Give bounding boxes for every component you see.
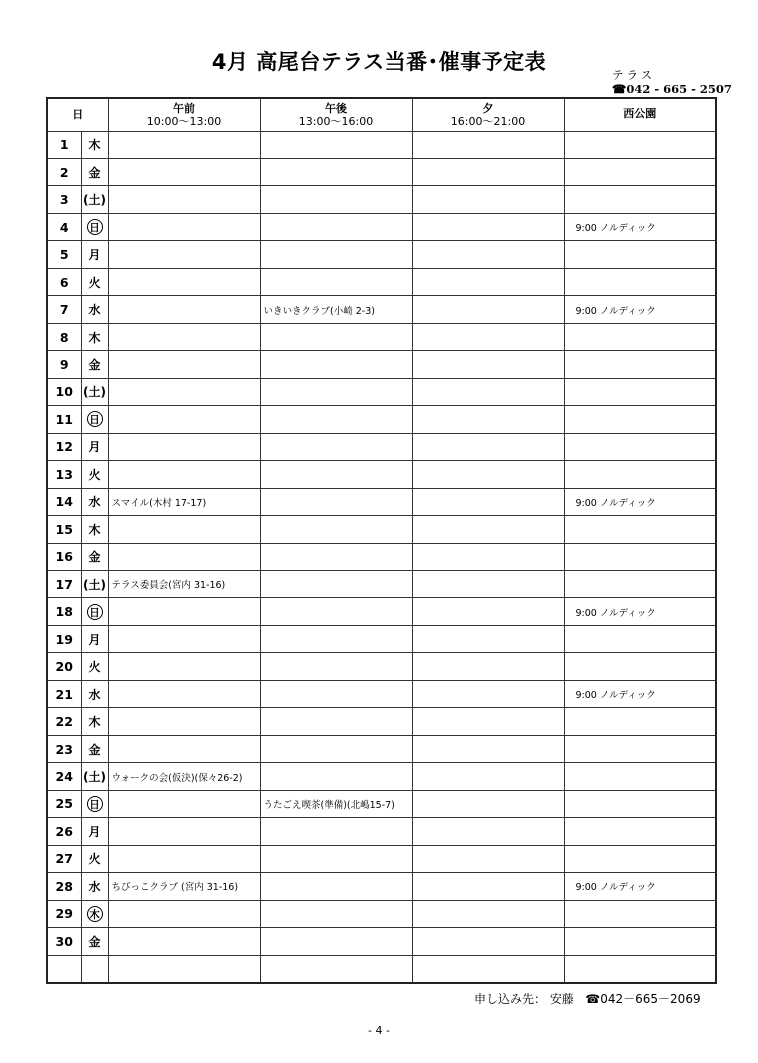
west-park-event <box>564 268 716 295</box>
west-park-event: 9:00 ノルディック <box>564 213 716 240</box>
table-row <box>47 680 716 707</box>
contact-phone-line <box>612 82 732 96</box>
day-number: 5 <box>47 241 81 268</box>
footer-contact <box>474 990 701 1007</box>
west-park-event: 9:00 ノルディック <box>564 873 716 900</box>
am-event: テラス委員会(宮内 31-16) <box>108 571 260 598</box>
table-row <box>47 241 716 268</box>
am-event <box>108 955 260 983</box>
pm-event <box>260 213 412 240</box>
table-row <box>47 213 716 240</box>
am-event <box>108 296 260 323</box>
day-number: 7 <box>47 296 81 323</box>
day-of-week: 月 <box>81 241 108 268</box>
evening-event <box>412 680 564 707</box>
am-event <box>108 131 260 158</box>
table-row <box>47 735 716 762</box>
day-number: 2 <box>47 158 81 185</box>
pm-event <box>260 735 412 762</box>
west-park-event <box>564 955 716 983</box>
day-number: 9 <box>47 351 81 378</box>
table-row <box>47 928 716 955</box>
pm-event <box>260 873 412 900</box>
am-event <box>108 323 260 350</box>
day-number: 13 <box>47 461 81 488</box>
contact-name: テラス <box>612 68 656 82</box>
west-park-event <box>564 625 716 652</box>
am-event <box>108 378 260 405</box>
pm-event <box>260 406 412 433</box>
am-event <box>108 708 260 735</box>
day-of-week <box>81 406 108 433</box>
am-event <box>108 213 260 240</box>
evening-event <box>412 900 564 927</box>
header-pm-time: 13:00～16:00 <box>298 114 374 128</box>
am-event <box>108 928 260 955</box>
table-row <box>47 818 716 845</box>
day-of-week: 金 <box>81 928 108 955</box>
day-number: 10 <box>47 378 81 405</box>
pm-event <box>260 543 412 570</box>
evening-event <box>412 268 564 295</box>
am-event <box>108 406 260 433</box>
am-event <box>108 158 260 185</box>
day-number: 1 <box>47 131 81 158</box>
evening-event <box>412 708 564 735</box>
evening-event <box>412 790 564 817</box>
pm-event <box>260 268 412 295</box>
am-event <box>108 900 260 927</box>
table-row <box>47 158 716 185</box>
day-number: 8 <box>47 323 81 350</box>
day-number: 12 <box>47 433 81 460</box>
pm-event: いきいきクラブ(小崎 2-3) <box>260 296 412 323</box>
day-number: 28 <box>47 873 81 900</box>
evening-event <box>412 598 564 625</box>
west-park-event <box>564 763 716 790</box>
table-row <box>47 955 716 983</box>
west-park-event <box>564 818 716 845</box>
header-west: 西公園 <box>564 98 716 131</box>
day-number <box>47 955 81 983</box>
table-row <box>47 488 716 515</box>
evening-event <box>412 516 564 543</box>
west-park-event: 9:00 ノルディック <box>564 488 716 515</box>
header-am-label: 午前 <box>173 101 195 115</box>
am-event <box>108 351 260 378</box>
day-number: 11 <box>47 406 81 433</box>
day-number: 30 <box>47 928 81 955</box>
evening-event <box>412 653 564 680</box>
day-of-week: 木 <box>81 516 108 543</box>
west-park-event <box>564 433 716 460</box>
evening-event <box>412 433 564 460</box>
day-of-week <box>81 213 108 240</box>
pm-event <box>260 653 412 680</box>
table-row <box>47 461 716 488</box>
circled-day-mark: 木 <box>87 906 103 922</box>
day-of-week: 金 <box>81 543 108 570</box>
day-of-week <box>81 790 108 817</box>
table-row <box>47 708 716 735</box>
pm-event <box>260 433 412 460</box>
west-park-event <box>564 928 716 955</box>
west-park-event <box>564 241 716 268</box>
day-of-week: (土) <box>81 186 108 213</box>
header-am <box>108 98 260 131</box>
day-of-week: 木 <box>81 323 108 350</box>
evening-event <box>412 351 564 378</box>
evening-event <box>412 296 564 323</box>
west-park-event: 9:00 ノルディック <box>564 680 716 707</box>
table-row <box>47 598 716 625</box>
evening-event <box>412 406 564 433</box>
pm-event <box>260 845 412 872</box>
pm-event <box>260 900 412 927</box>
am-event <box>108 516 260 543</box>
west-park-event <box>564 735 716 762</box>
footer-phone: 042－665－2069 <box>600 992 701 1006</box>
day-of-week: 金 <box>81 351 108 378</box>
west-park-event <box>564 571 716 598</box>
day-of-week: 水 <box>81 680 108 707</box>
day-number: 20 <box>47 653 81 680</box>
west-park-event <box>564 131 716 158</box>
day-number: 17 <box>47 571 81 598</box>
day-number: 6 <box>47 268 81 295</box>
west-park-event <box>564 516 716 543</box>
table-row <box>47 625 716 652</box>
evening-event <box>412 213 564 240</box>
table-row <box>47 433 716 460</box>
table-row <box>47 378 716 405</box>
table-row <box>47 516 716 543</box>
day-of-week: 月 <box>81 625 108 652</box>
west-park-event <box>564 323 716 350</box>
day-of-week: 火 <box>81 653 108 680</box>
am-event <box>108 818 260 845</box>
pm-event <box>260 186 412 213</box>
pm-event <box>260 625 412 652</box>
pm-event <box>260 818 412 845</box>
day-of-week <box>81 900 108 927</box>
am-event <box>108 461 260 488</box>
header-eve-label: 夕 <box>482 101 494 115</box>
table-row <box>47 845 716 872</box>
day-of-week: 水 <box>81 488 108 515</box>
day-number: 29 <box>47 900 81 927</box>
table-row <box>47 131 716 158</box>
table-row <box>47 406 716 433</box>
pm-event <box>260 241 412 268</box>
day-number: 27 <box>47 845 81 872</box>
am-event <box>108 433 260 460</box>
evening-event <box>412 873 564 900</box>
header-pm-label: 午後 <box>325 101 347 115</box>
am-event <box>108 543 260 570</box>
header-day: 日 <box>47 98 108 131</box>
table-row <box>47 296 716 323</box>
evening-event <box>412 186 564 213</box>
am-event <box>108 598 260 625</box>
am-event <box>108 845 260 872</box>
day-of-week: 火 <box>81 461 108 488</box>
day-number: 14 <box>47 488 81 515</box>
day-number: 21 <box>47 680 81 707</box>
west-park-event: 9:00 ノルディック <box>564 598 716 625</box>
evening-event <box>412 131 564 158</box>
evening-event <box>412 543 564 570</box>
day-number: 18 <box>47 598 81 625</box>
am-event <box>108 186 260 213</box>
table-row <box>47 571 716 598</box>
header-eve-time: 16:00～21:00 <box>450 114 526 128</box>
evening-event <box>412 158 564 185</box>
pm-event <box>260 708 412 735</box>
west-park-event <box>564 461 716 488</box>
header-am-time: 10:00～13:00 <box>146 114 222 128</box>
west-park-event <box>564 845 716 872</box>
day-of-week: 月 <box>81 818 108 845</box>
terrace-contact <box>612 68 732 96</box>
day-number: 22 <box>47 708 81 735</box>
west-park-event <box>564 790 716 817</box>
am-event: ウォークの会(仮決)(保々26-2) <box>108 763 260 790</box>
day-of-week: 水 <box>81 296 108 323</box>
west-park-event <box>564 158 716 185</box>
evening-event <box>412 625 564 652</box>
pm-event <box>260 158 412 185</box>
footer-label: 申し込み先： 安藤 <box>474 992 574 1006</box>
am-event <box>108 241 260 268</box>
table-row <box>47 351 716 378</box>
day-of-week: 火 <box>81 268 108 295</box>
day-of-week: 水 <box>81 873 108 900</box>
west-park-event <box>564 708 716 735</box>
day-of-week: (土) <box>81 763 108 790</box>
circled-day-mark: 日 <box>87 796 103 812</box>
am-event <box>108 268 260 295</box>
pm-event <box>260 351 412 378</box>
table-row <box>47 653 716 680</box>
day-of-week <box>81 955 108 983</box>
day-number: 25 <box>47 790 81 817</box>
day-number: 16 <box>47 543 81 570</box>
day-number: 19 <box>47 625 81 652</box>
west-park-event: 9:00 ノルディック <box>564 296 716 323</box>
pm-event <box>260 131 412 158</box>
am-event <box>108 625 260 652</box>
evening-event <box>412 571 564 598</box>
page-number: - 4 - <box>368 1024 390 1037</box>
phone-icon: ☎ <box>612 82 627 96</box>
pm-event <box>260 571 412 598</box>
circled-day-mark: 日 <box>87 219 103 235</box>
day-of-week: 火 <box>81 845 108 872</box>
table-row <box>47 323 716 350</box>
evening-event <box>412 323 564 350</box>
evening-event <box>412 378 564 405</box>
circled-day-mark: 日 <box>87 604 103 620</box>
table-row <box>47 790 716 817</box>
day-of-week: 月 <box>81 433 108 460</box>
am-event: スマイル(木村 17-17) <box>108 488 260 515</box>
day-of-week: (土) <box>81 571 108 598</box>
evening-event <box>412 488 564 515</box>
contact-phone: 042 - 665 - 2507 <box>626 82 732 96</box>
evening-event <box>412 928 564 955</box>
evening-event <box>412 955 564 983</box>
day-number: 4 <box>47 213 81 240</box>
schedule-table <box>46 97 717 984</box>
pm-event <box>260 488 412 515</box>
header-pm <box>260 98 412 131</box>
pm-event <box>260 516 412 543</box>
pm-event <box>260 378 412 405</box>
table-row <box>47 873 716 900</box>
table-row <box>47 763 716 790</box>
day-of-week: 金 <box>81 158 108 185</box>
west-park-event <box>564 351 716 378</box>
header-eve <box>412 98 564 131</box>
day-of-week <box>81 598 108 625</box>
pm-event <box>260 763 412 790</box>
phone-icon: ☎ <box>585 992 601 1006</box>
table-row <box>47 186 716 213</box>
evening-event <box>412 241 564 268</box>
evening-event <box>412 818 564 845</box>
evening-event <box>412 735 564 762</box>
am-event <box>108 735 260 762</box>
table-row <box>47 268 716 295</box>
am-event: ちびっこクラブ (宮内 31-16) <box>108 873 260 900</box>
evening-event <box>412 461 564 488</box>
am-event <box>108 653 260 680</box>
am-event <box>108 790 260 817</box>
table-row <box>47 900 716 927</box>
day-number: 15 <box>47 516 81 543</box>
day-number: 24 <box>47 763 81 790</box>
pm-event: うたごえ喫茶(準備)(北嶋15-7) <box>260 790 412 817</box>
header-row <box>47 98 716 131</box>
pm-event <box>260 323 412 350</box>
evening-event <box>412 845 564 872</box>
west-park-event <box>564 186 716 213</box>
west-park-event <box>564 653 716 680</box>
circled-day-mark: 日 <box>87 411 103 427</box>
day-of-week: (土) <box>81 378 108 405</box>
pm-event <box>260 928 412 955</box>
evening-event <box>412 763 564 790</box>
day-of-week: 木 <box>81 131 108 158</box>
pm-event <box>260 598 412 625</box>
day-number: 3 <box>47 186 81 213</box>
west-park-event <box>564 378 716 405</box>
west-park-event <box>564 900 716 927</box>
day-of-week: 木 <box>81 708 108 735</box>
day-number: 26 <box>47 818 81 845</box>
pm-event <box>260 680 412 707</box>
pm-event <box>260 461 412 488</box>
day-of-week: 金 <box>81 735 108 762</box>
am-event <box>108 680 260 707</box>
pm-event <box>260 955 412 983</box>
west-park-event <box>564 543 716 570</box>
page-title: 4月 高尾台テラス当番･催事予定表 <box>211 50 547 74</box>
day-number: 23 <box>47 735 81 762</box>
table-row <box>47 543 716 570</box>
west-park-event <box>564 406 716 433</box>
